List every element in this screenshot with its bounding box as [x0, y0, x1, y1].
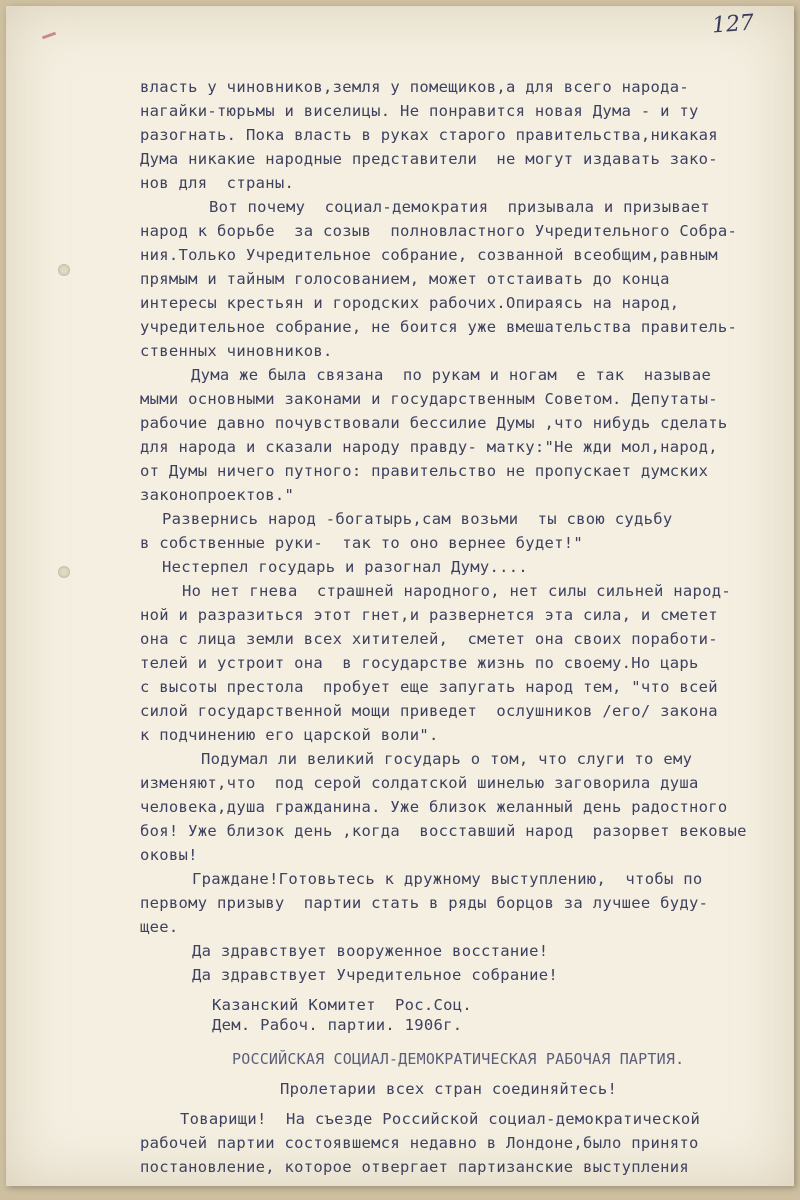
text-line: законопроектов." [140, 486, 295, 504]
text-line: Да здравствует вооруженное восстание! [192, 942, 549, 960]
text-line: прямым и тайным голосованием, может отстаивать до конца [140, 270, 670, 288]
text-line: ственных чиновников. [140, 342, 333, 360]
text-line: для народа и сказали народу правду- матку:"Не жди мол,народ, [140, 438, 718, 456]
text-line: Вот почему социал-демократия призывала и призывает [209, 198, 710, 216]
text-line: от Думы ничего путного: правительство не пропускает думских [140, 462, 709, 480]
text-line: человека,душа гражданина. Уже близок желанный день радостного [140, 798, 728, 816]
text-line: первому призыву партии стать в ряды борцов за лучшее буду- [140, 894, 709, 912]
text-line: боя! Уже близок день ,когда восставший народ разорвет вековые [140, 822, 747, 840]
signature-line: Казанский Комитет Рос.Соц. [212, 996, 473, 1014]
text-line: интересы крестьян и городских рабочих.Опираясь на народ, [140, 294, 680, 312]
text-line: к подчинению его царской воли". [140, 726, 439, 744]
text-line: Товарищи! На съезде Российской социал-демократической [180, 1110, 701, 1128]
text-line: Развернись народ -богатырь,сам возьми ты свою судьбу [162, 510, 673, 528]
signature-line: Дем. Рабоч. партии. 1906г. [212, 1016, 463, 1034]
text-line: изменяют,что под серой солдатской шинелью заговорила душа [140, 774, 699, 792]
text-line: учредительное собрание, не боится уже вмешательства правитель- [140, 318, 738, 336]
red-pencil-mark [42, 32, 56, 40]
text-line: Нестерпел государь и разогнал Думу.... [162, 558, 529, 576]
text-line: Дума никакие народные представители не могут издавать зако- [140, 150, 718, 168]
text-line: Подумал ли великий государь о том, что слуги то ему [201, 750, 693, 768]
text-line: телей и устроит она в государстве жизнь по своему.Но царь [140, 654, 699, 672]
text-line: нов для страны. [140, 174, 295, 192]
text-line: щее. [140, 918, 179, 936]
page-number: 127 [711, 10, 755, 39]
text-line: разогнать. Пока власть в руках старого правительства,никакая [140, 126, 718, 144]
text-line: ния.Только Учредительное собрание, созванной всеобщим,равным [140, 246, 718, 264]
text-line: рабочие давно почувствовали бессилие Думы ,что нибудь сделать [140, 414, 728, 432]
text-line: рабочей партии состоявшемся недавно в Лондоне,было принято [140, 1134, 699, 1152]
text-line: Граждане!Готовьтесь к дружному выступлению, чтобы по [192, 870, 703, 888]
text-line: Но нет гнева страшней народного, нет силы сильней народ- [182, 582, 732, 600]
slogan: Пролетарии всех стран соединяйтесь! [280, 1080, 618, 1098]
text-line: Да здравствует Учредительное собрание! [192, 966, 559, 984]
party-heading: РОССИЙСКАЯ СОЦИАЛ-ДЕМОКРАТИЧЕСКАЯ РАБОЧАЯ ПАРТИЯ. [232, 1050, 685, 1068]
text-line: народ к борьбе за созыв полновластного Учредительного Собра- [140, 222, 738, 240]
text-line: власть у чиновников,земля у помещиков,а для всего народа- [140, 78, 690, 96]
punch-hole [58, 566, 70, 578]
text-line: постановление, которое отвергает партизанские выступления [140, 1158, 690, 1176]
document-page [6, 6, 794, 1186]
text-line: Дума же была связана по рукам и ногам е так называе [191, 366, 712, 384]
text-line: ной и разразиться этот гнет,и развернется эта сила, и сметет [140, 606, 718, 624]
punch-hole [58, 264, 70, 276]
text-line: она с лица земли всех хитителей, сметет она своих поработи- [140, 630, 718, 648]
text-line: мыми основными законами и государственным Советом. Депутаты- [140, 390, 718, 408]
text-line: в собственные руки- так то оно вернее будет!" [140, 534, 584, 552]
text-line: нагайки-тюрьмы и виселицы. Не понравится новая Дума - и ту [140, 102, 699, 120]
text-line: оковы! [140, 846, 198, 864]
text-line: с высоты престола пробует еще запугать народ тем, "что всей [140, 678, 718, 696]
text-line: силой государственной мощи приведет ослушников /его/ закона [140, 702, 718, 720]
